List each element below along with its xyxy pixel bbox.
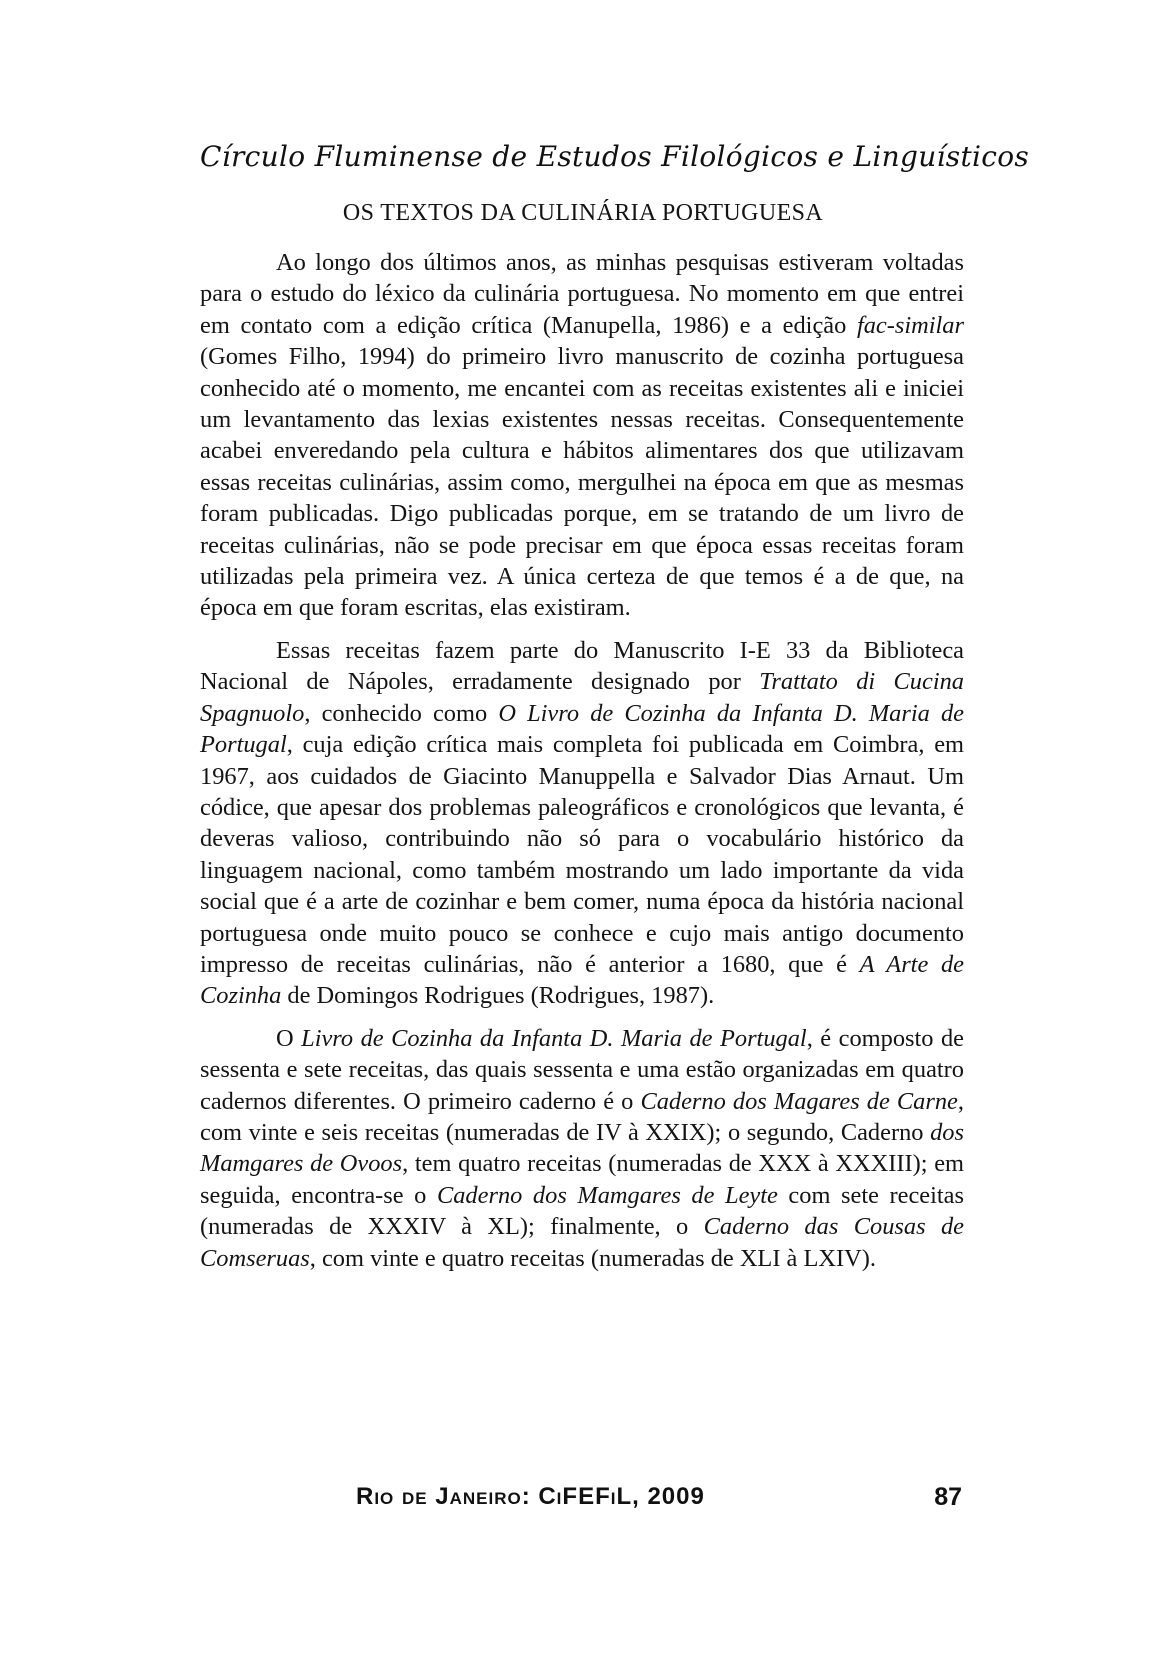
- italic-text: A Arte de Cozinha: [200, 950, 964, 1010]
- text-run: (Gomes Filho, 1994) do primeiro livro manuscrito de cozinha portuguesa conhecido até o momento, me encantei com as receitas existentes ali e iniciei um levantamento das lexias existentes nessas receitas. Consequentemente acabei enveredando pela cultura e hábitos alimentares dos que utilizavam essas receitas culinárias, assim como, mergulhei na época em que as mesmas foram publicadas. Digo publicadas porque, em se tratando de um livro de receitas culinárias, não se pode precisar em que época essas receitas foram utilizadas pela primeira vez. A única certeza de que temos é a de que, na época em que foram escritas, elas existiram.: [200, 343, 964, 622]
- page-number: 87: [934, 1483, 962, 1511]
- italic-text: Caderno das Cousas de Comseruas: [200, 1213, 965, 1272]
- text-run: Essas receitas fazem parte do Manuscrito I-E 33 da Biblioteca Nacional de Nápoles, erradamente designado por: [200, 636, 964, 696]
- text-run: , é composto de sessenta e sete receitas, das quais sessenta e uma estão organizadas em quatro cadernos diferentes. O primeiro caderno é o: [200, 1024, 964, 1115]
- footer-imprint: Rio de Janeiro: CiFEFiL, 2009: [356, 1483, 705, 1510]
- italic-text: Caderno dos Mamgares de Leyte: [436, 1181, 778, 1209]
- italic-text: Trattato di Cucina Spagnuolo: [200, 668, 964, 727]
- paragraph-1: [200, 247, 964, 624]
- paragraph-3: [200, 1023, 964, 1274]
- section-title: OS TEXTOS DA CULINÁRIA PORTUGUESA: [342, 200, 824, 226]
- running-head: Círculo Fluminense de Estudos Filológicos e Linguísticos: [200, 140, 1030, 173]
- italic-text: dos Mamgares de Ovoos: [200, 1118, 964, 1178]
- text-run: de Domingos Rodrigues (Rodrigues, 1987).: [281, 982, 715, 1010]
- text-run: , conhecido como: [304, 699, 499, 727]
- italic-text: O Livro de Cozinha da Infanta D. Maria de Portugal: [200, 699, 964, 759]
- paragraph-2: [200, 635, 964, 1012]
- text-run: , com vinte e seis receitas (numeradas de IV à XXIX); o segundo, Caderno: [200, 1087, 964, 1146]
- text-run: com sete receitas (numeradas de XXXIV à XL); finalmente, o: [200, 1181, 964, 1241]
- page-footer: [200, 1483, 964, 1519]
- body-text: [200, 247, 964, 1285]
- text-run: , cuja edição crítica mais completa foi publicada em Coimbra, em 1967, aos cuidados de Giacinto Manuppella e Salvador Dias Arnaut. Um códice, que apesar dos problemas paleográficos e cronológicos que levanta, é deveras valioso, contribuindo não só para o vocabulário histórico da linguagem nacional, como também mostrando um lado importante da vida social que é a arte de cozinhar e bem comer, numa época da história nacional portuguesa onde muito pouco se conhece e cujo mais antigo documento impresso de receitas culinárias, não é anterior a 1680, que é: [200, 731, 964, 978]
- italic-text: Livro de Cozinha da Infanta D. Maria de Portugal: [301, 1024, 807, 1052]
- text-run: , tem quatro receitas (numeradas de XXX à XXXIII); em seguida, encontra-se o: [200, 1150, 964, 1209]
- italic-text: Caderno dos Magares de Carne: [640, 1087, 958, 1115]
- text-run: Ao longo dos últimos anos, as minhas pesquisas estiveram voltadas para o estudo do léxico da culinária portuguesa. No momento em que entrei em contato com a edição crítica (Manupella, 1986) e a edição: [200, 249, 964, 339]
- italic-text: fac-similar: [856, 311, 964, 339]
- text-run: O: [276, 1024, 302, 1052]
- text-run: , com vinte e quatro receitas (numeradas de XLI à LXIV).: [309, 1244, 876, 1272]
